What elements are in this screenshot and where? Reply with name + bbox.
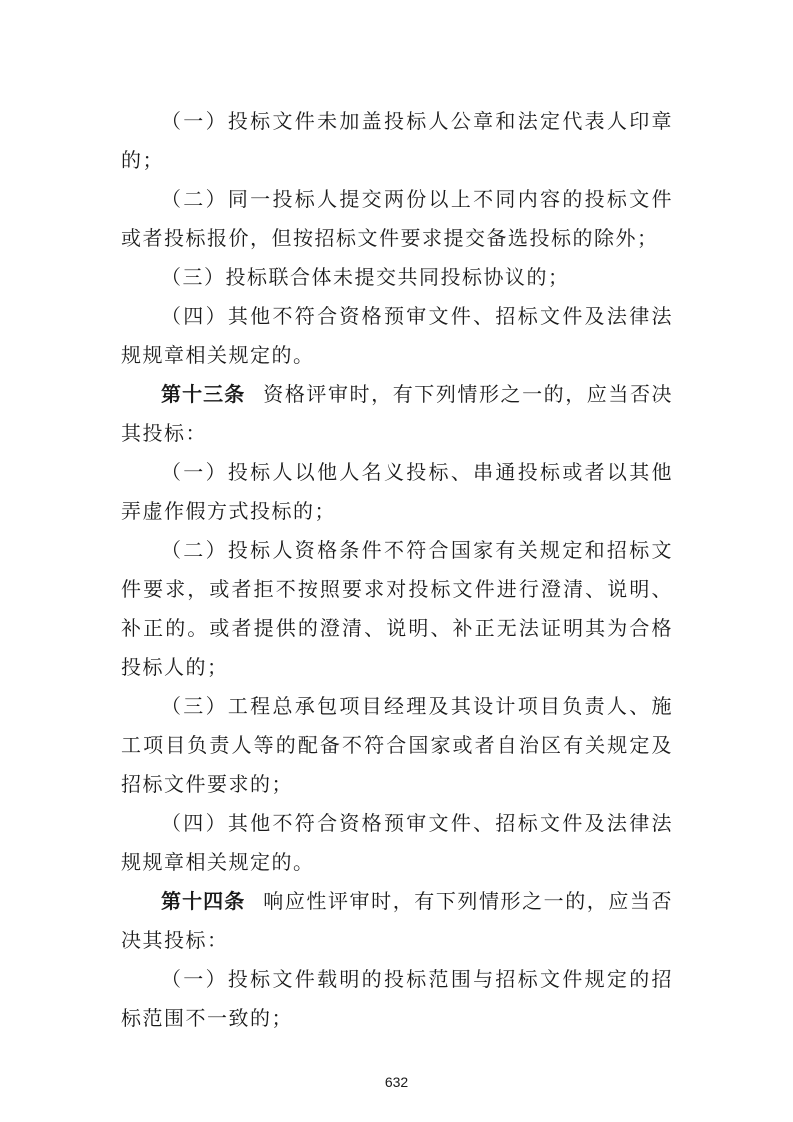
paragraph-item: （四）其他不符合资格预审文件、招标文件及法律法规规章相关规定的。 bbox=[121, 811, 673, 874]
article-number: 第十四条 bbox=[161, 889, 246, 913]
article-text: 资格评审时，有下列情形之一的，应当否决其投标： bbox=[121, 382, 674, 445]
paragraph-item: （三）工程总承包项目经理及其设计项目负责人、施工项目负责人等的配备不符合国家或者自治区有关规定及招标文件要求的； bbox=[121, 694, 673, 796]
paragraph-item: （四）其他不符合资格预审文件、招标文件及法律法规规章相关规定的。 bbox=[121, 304, 673, 367]
paragraph-item: （一）投标人以他人名义投标、串通投标或者以其他弄虚作假方式投标的； bbox=[121, 460, 673, 523]
paragraph-item: （三）投标联合体未提交共同投标协议的； bbox=[161, 265, 570, 289]
document-body bbox=[121, 102, 673, 1038]
paragraph-item: （一）投标文件载明的投标范围与招标文件规定的招标范围不一致的； bbox=[121, 967, 673, 1030]
article-paragraph bbox=[121, 882, 673, 960]
article-paragraph bbox=[121, 375, 673, 453]
paragraph-item: （二）同一投标人提交两份以上不同内容的投标文件或者投标报价，但按招标文件要求提交备选投标的除外； bbox=[121, 187, 673, 250]
article-text: 响应性评审时，有下列情形之一的，应当否决其投标： bbox=[121, 889, 674, 952]
paragraph-item: （一）投标文件未加盖投标人公章和法定代表人印章的； bbox=[121, 109, 673, 172]
paragraph-item: （二）投标人资格条件不符合国家有关规定和招标文件要求，或者拒不按照要求对投标文件进行澄清、说明、补正的。或者提供的澄清、说明、补正无法证明其为合格投标人的； bbox=[121, 538, 673, 679]
article-number: 第十三条 bbox=[161, 382, 246, 406]
page-number: 632 bbox=[384, 1074, 409, 1090]
